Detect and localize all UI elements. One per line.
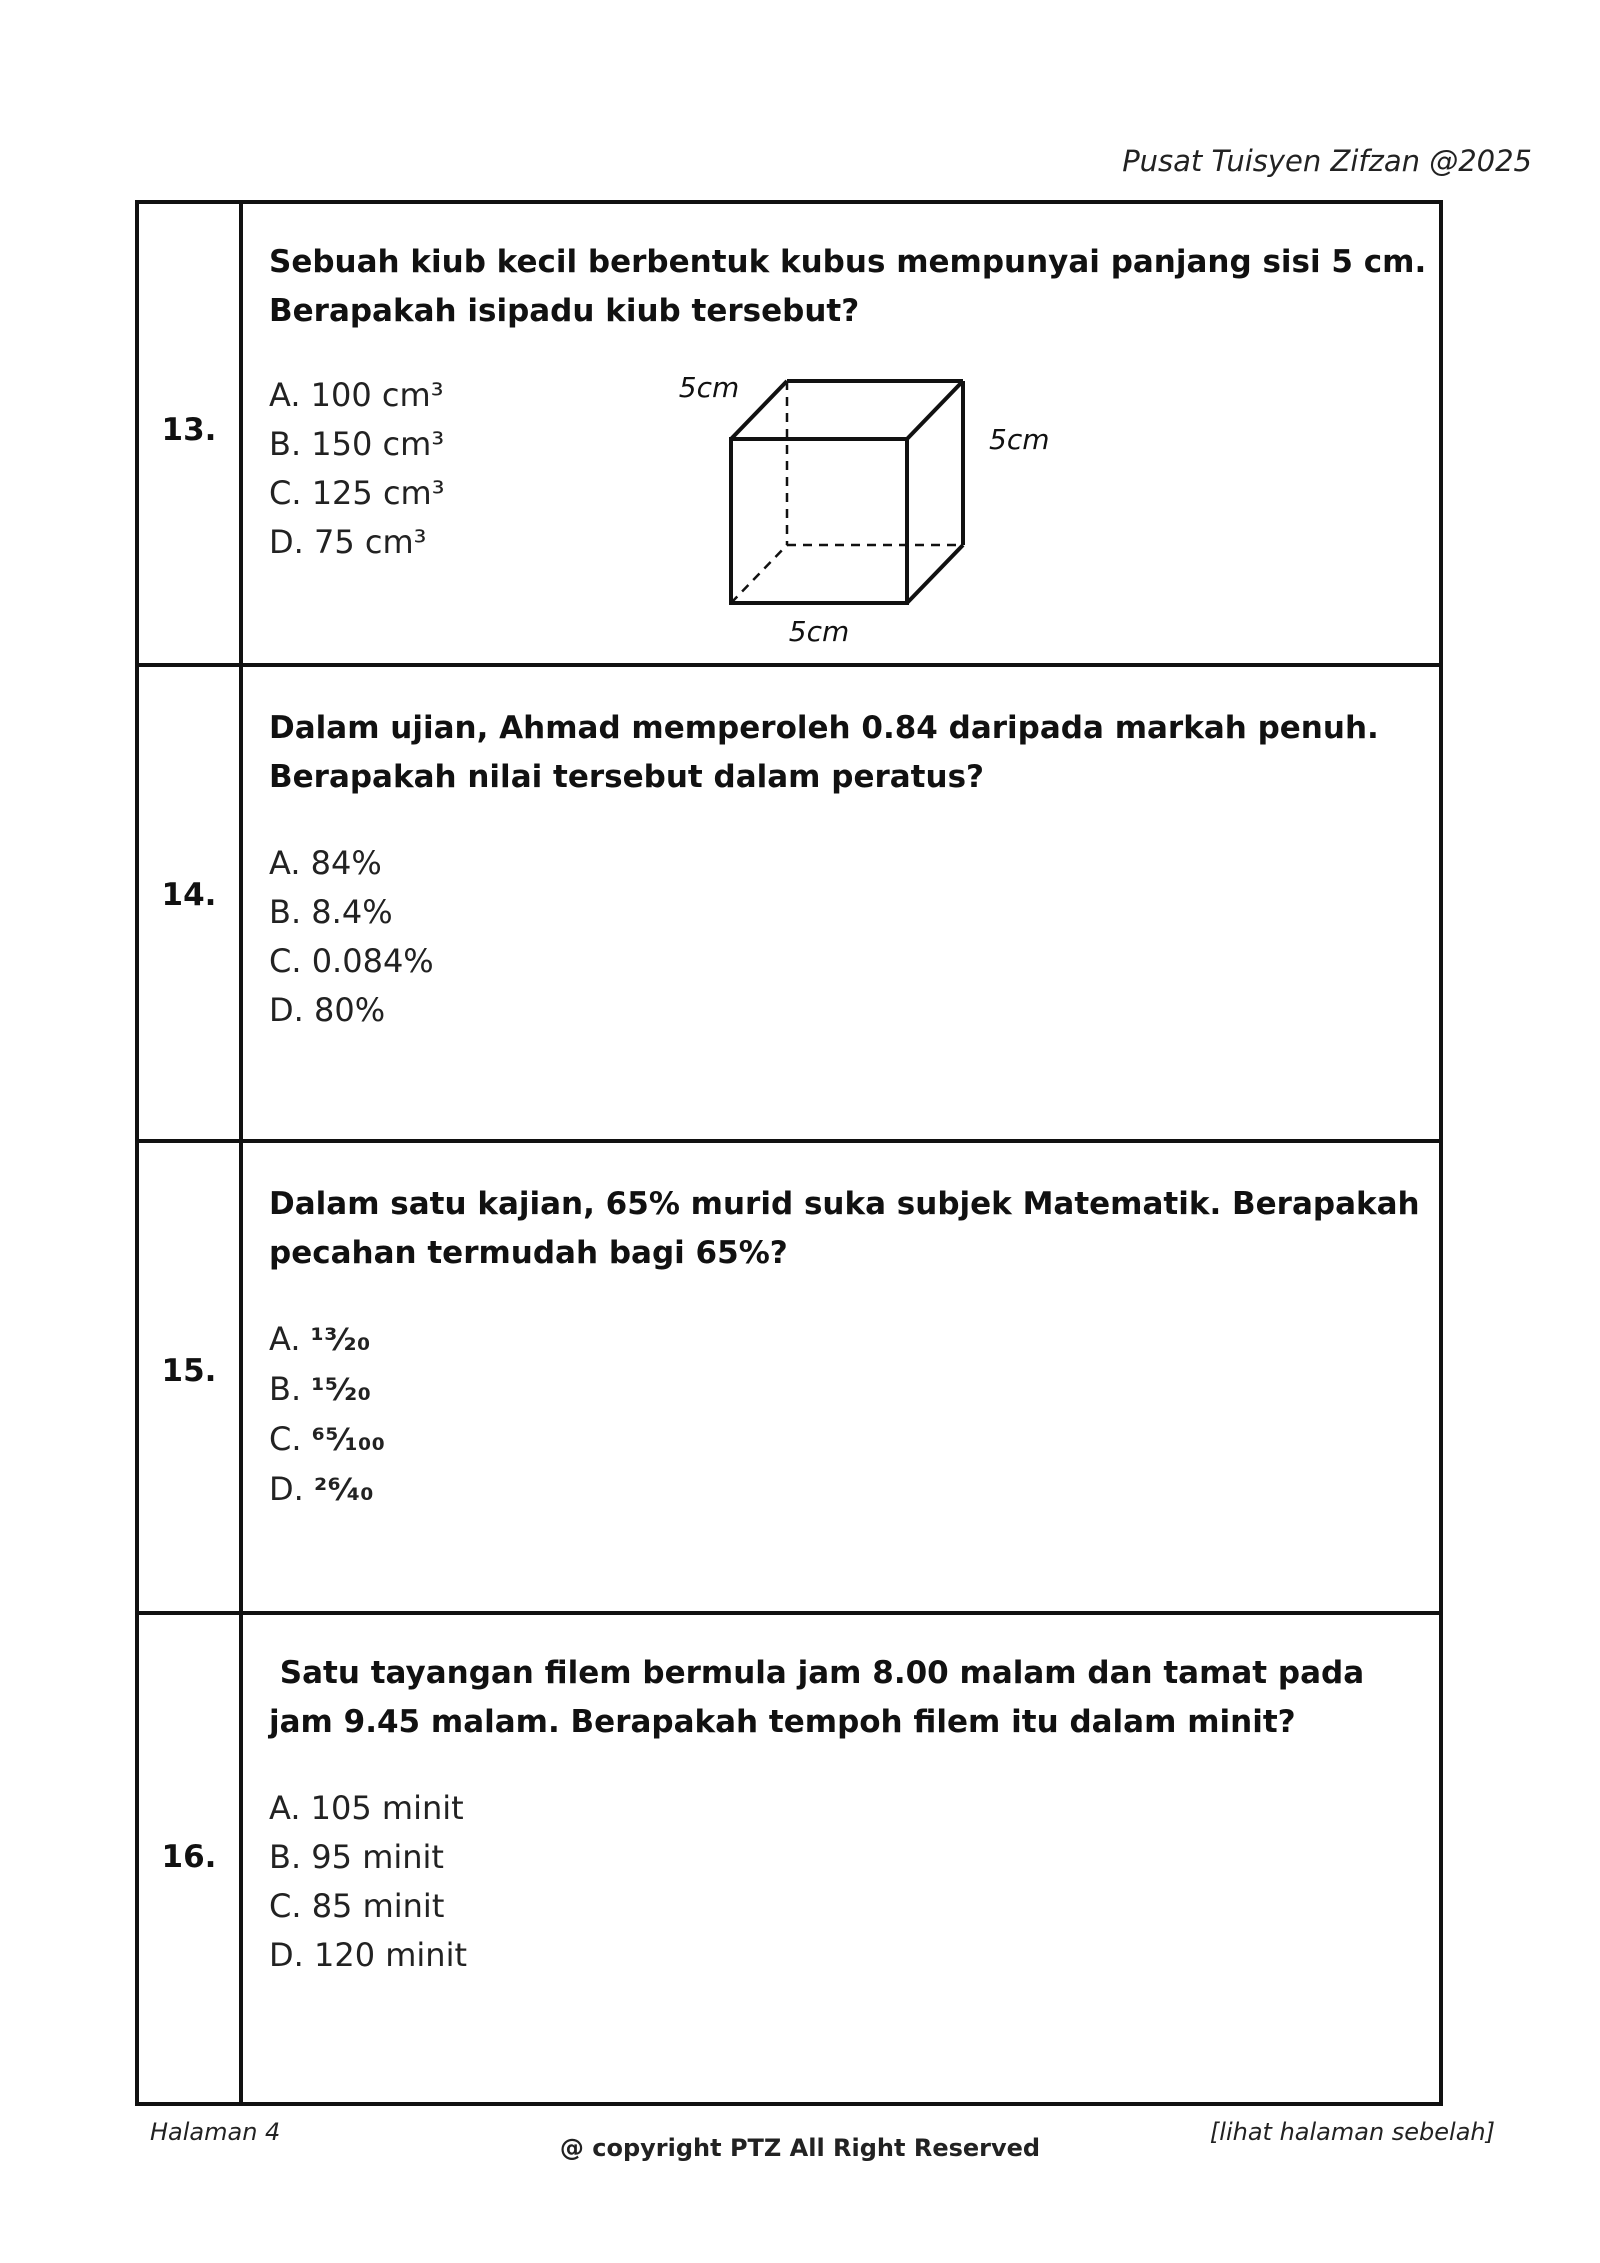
option-list (269, 839, 1409, 1035)
option-a: A. 84% (269, 844, 382, 882)
question-line: Dalam satu kajian, 65% murid suka subjek Matematik. Berapakah (269, 1186, 1420, 1222)
cube-label-top: 5cm (678, 371, 740, 404)
option-b: B. 8.4% (269, 893, 393, 931)
cube-label-bottom: 5cm (788, 615, 850, 648)
number-cell (139, 1143, 243, 1611)
question-content (269, 704, 1409, 1035)
question-line: Satu tayangan filem bermula jam 8.00 malam dan tamat pada (269, 1655, 1365, 1691)
next-page-note: [lihat halaman sebelah] (1209, 2118, 1495, 2146)
header-brand: Pusat Tuisyen Zifzan @2025 (1122, 144, 1532, 178)
question-text (269, 1649, 1409, 1747)
question-row-15 (139, 1143, 1439, 1615)
option-fraction: ⁶⁵⁄₁₀₀ (311, 1423, 386, 1458)
option-a (269, 1315, 1409, 1365)
option-c: C. 125 cm³ (269, 474, 445, 512)
cube-label-right: 5cm (989, 423, 1050, 456)
question-table (135, 200, 1443, 2106)
option-d (269, 1465, 1409, 1515)
cube-hidden-edge (731, 545, 787, 603)
option-a: A. 100 cm³ (269, 376, 444, 414)
option-fraction: ¹³⁄₂₀ (310, 1323, 371, 1358)
cube-edge (731, 381, 787, 439)
option-list (269, 1315, 1409, 1515)
option-fraction: ¹⁵⁄₂₀ (311, 1373, 372, 1408)
option-c: C. 85 minit (269, 1887, 445, 1925)
option-b: B. 95 minit (269, 1838, 444, 1876)
cube-figure (649, 369, 1089, 669)
option-list (269, 1784, 1409, 1980)
option-letter: A. (269, 1320, 301, 1358)
option-letter: B. (269, 1370, 302, 1408)
option-d: D. 80% (269, 991, 386, 1029)
question-text (269, 704, 1409, 802)
option-d: D. 75 cm³ (269, 523, 427, 561)
question-row-16 (139, 1615, 1439, 2102)
number-cell (139, 667, 243, 1139)
page-number: Halaman 4 (150, 2118, 281, 2146)
question-number: 16. (161, 1839, 217, 1875)
question-content (269, 1180, 1420, 1515)
option-letter: D. (269, 1470, 304, 1508)
option-c (269, 1415, 1409, 1465)
cube-edge (907, 545, 963, 603)
question-content (269, 1649, 1409, 1980)
copyright-notice: @ copyright PTZ All Right Reserved (559, 2134, 1041, 2162)
number-cell (139, 204, 243, 663)
question-text (269, 1180, 1420, 1278)
question-number: 15. (161, 1353, 217, 1389)
question-line: Dalam ujian, Ahmad memperoleh 0.84 daripada markah penuh. (269, 710, 1379, 746)
question-text (269, 238, 1427, 336)
question-row-14 (139, 667, 1439, 1143)
cube-edge (907, 381, 963, 439)
option-fraction: ²⁶⁄₄₀ (313, 1473, 375, 1508)
question-line: jam 9.45 malam. Berapakah tempoh filem itu dalam minit? (269, 1704, 1296, 1740)
number-cell (139, 1615, 243, 2102)
question-line: Berapakah nilai tersebut dalam peratus? (269, 759, 984, 795)
cube-front-face (731, 439, 907, 603)
question-row-13 (139, 204, 1439, 667)
option-letter: C. (269, 1420, 302, 1458)
question-number: 14. (161, 877, 217, 913)
question-line: pecahan termudah bagi 65%? (269, 1235, 788, 1271)
question-line: Berapakah isipadu kiub tersebut? (269, 293, 860, 329)
option-b: B. 150 cm³ (269, 425, 445, 463)
option-c: C. 0.084% (269, 942, 434, 980)
option-a: A. 105 minit (269, 1789, 464, 1827)
option-b (269, 1365, 1409, 1415)
question-number: 13. (161, 412, 217, 448)
question-line: Sebuah kiub kecil berbentuk kubus mempunyai panjang sisi 5 cm. (269, 244, 1427, 280)
option-d: D. 120 minit (269, 1936, 468, 1974)
